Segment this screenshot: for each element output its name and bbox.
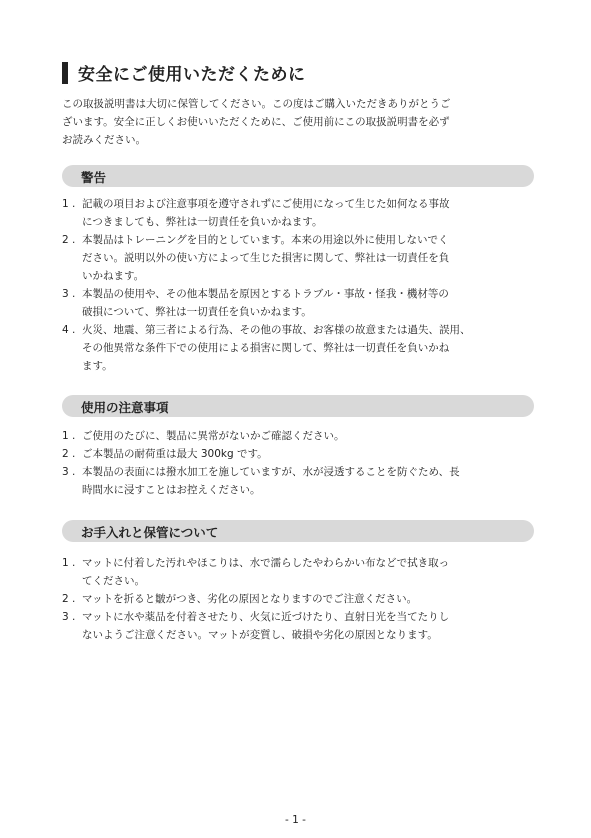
item-number: 3 . [62,611,76,623]
item-line: 破損について、弊社は一切責任を負いかねます。 [82,306,312,318]
section-heading: お手入れと保管について [81,525,219,540]
intro-line: ざいます。安全に正しくお使いいただくために、ご使用前にこの取扱説明書を必ず [62,116,450,128]
item-line: ご本製品の耐荷重は最大 300kg です。 [82,448,268,460]
item-line: ないようご注意ください。マットが変質し、破損や劣化の原因となります。 [82,629,438,641]
section-header-warning [62,165,534,187]
item-line: ご使用のたびに、製品に異常がないかご確認ください。 [82,430,345,442]
item-number: 1 . [62,557,76,569]
warning-list [62,195,536,375]
item-line: 火災、地震、第三者による行為、その他の事故、お客様の故意または過失、誤用、 [82,324,471,336]
item-line: 本製品の表面には撥水加工を施していますが、水が浸透することを防ぐため、長 [82,466,460,478]
item-line: ます。 [82,360,113,372]
item-number: 1 . [62,430,76,442]
item-line: 時間水に浸すことはお控えください。 [82,484,261,496]
item-number: 2 . [62,448,76,460]
list-item [62,445,536,463]
usage-notes-list [62,427,536,499]
list-item [62,427,536,445]
item-number: 2 . [62,593,76,605]
page-title [62,60,306,85]
item-number: 2 . [62,234,76,246]
item-line: マットに水や薬品を付着させたり、火気に近づけたり、直射日光を当てたりし [82,611,450,623]
item-number: 3 . [62,288,76,300]
item-line: いかねます。 [82,270,145,282]
list-item [62,195,536,231]
list-item [62,590,536,608]
item-line: マットを折ると皺がつき、劣化の原因となりますのでご注意ください。 [82,593,418,605]
section-header-usage-notes [62,395,534,417]
section-heading: 警告 [81,170,107,185]
intro-paragraph [62,95,532,149]
page-number: - 1 - [285,814,306,826]
item-line: 記載の項目および注意事項を遵守されずにご使用になって生じた如何なる事故 [82,198,450,210]
list-item [62,285,536,321]
title-marker-bar [62,62,68,84]
list-item [62,231,536,285]
list-item [62,608,536,644]
item-line: につきましても、弊社は一切責任を負いかねます。 [82,216,323,228]
item-number: 1 . [62,198,76,210]
care-storage-list [62,554,536,644]
item-line: てください。 [82,575,145,587]
item-number: 4 . [62,324,76,336]
item-number: 3 . [62,466,76,478]
list-item [62,321,536,375]
intro-line: この取扱説明書は大切に保管してください。この度はご購入いただきありがとうご [62,98,451,110]
section-heading: 使用の注意事項 [81,400,169,415]
item-line: マットに付着した汚れやほこりは、水で濡らしたやわらかい布などで拭き取っ [82,557,450,569]
page-title-text: 安全にご使用いただくために [78,65,306,85]
list-item [62,463,536,499]
list-item [62,554,536,590]
item-line: 本製品の使用や、その他本製品を原因とするトラブル・事故・怪我・機材等の [82,288,449,300]
item-line: ださい。説明以外の使い方によって生じた損害に関して、弊社は一切責任を負 [82,252,450,264]
item-line: 本製品はトレーニングを目的としています。本来の用途以外に使用しないでく [82,234,449,246]
item-line: その他異常な条件下での使用による損害に関して、弊社は一切責任を負いかね [82,342,450,354]
section-header-care-storage [62,520,534,542]
intro-line: お読みください。 [62,134,146,146]
